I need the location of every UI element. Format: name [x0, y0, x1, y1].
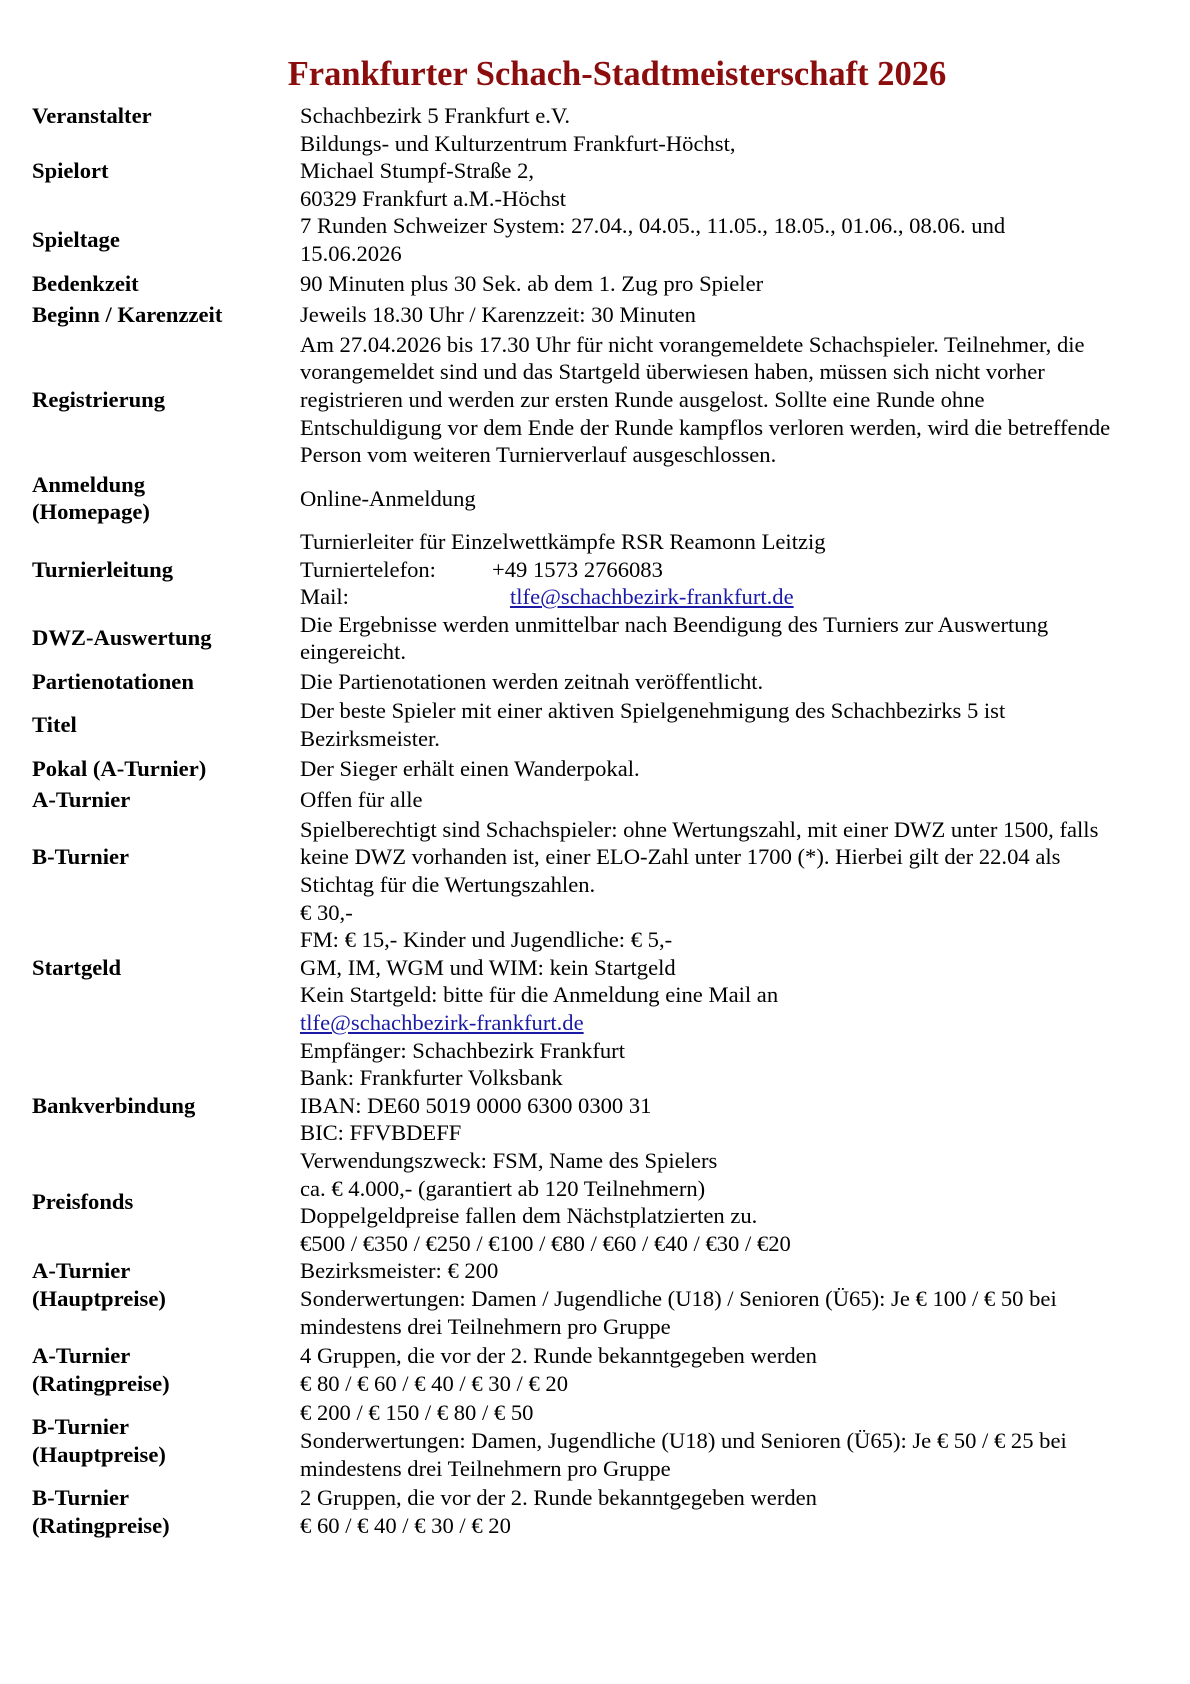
value-line: Verwendungszweck: FSM, Name des Spielers	[300, 1147, 718, 1173]
row-a-turnier-ratingpreise	[32, 1340, 1172, 1399]
value-line: registrieren und werden zur ersten Runde ausgelost. Sollte eine Runde ohne	[300, 386, 985, 412]
row-label: Titel	[32, 712, 77, 738]
row-value	[300, 784, 1172, 816]
value-line: Empfänger: Schachbezirk Frankfurt	[300, 1037, 625, 1063]
row-pokal	[32, 753, 1172, 785]
value-line: Der Sieger erhält einen Wanderpokal.	[300, 755, 640, 781]
phone-value: +49 1573 2766083	[492, 556, 663, 582]
row-label: Bedenkzeit	[32, 270, 139, 296]
row-turnierleitung	[32, 528, 1172, 611]
row-value	[300, 753, 1172, 785]
value-line: Online-Anmeldung	[300, 485, 476, 511]
row-label: Bankverbindung	[32, 1092, 196, 1118]
value-line: Offen für alle	[300, 787, 423, 813]
row-partienotationen	[32, 666, 1172, 698]
value-line: Sonderwertungen: Damen, Jugendliche (U18) und Senioren (Ü65): Je € 50 / € 25 bei	[300, 1427, 1067, 1453]
value-line: mindestens drei Teilnehmern pro Gruppe	[300, 1313, 671, 1339]
mail-line	[300, 583, 1172, 611]
row-a-turnier	[32, 784, 1172, 816]
value-line: €500 / €350 / €250 / €100 / €80 / €60 / €40 / €30 / €20	[300, 1230, 791, 1256]
row-bedenkzeit	[32, 268, 1172, 300]
row-label: B-Turnier	[32, 844, 130, 870]
value-line: GM, IM, WGM und WIM: kein Startgeld	[300, 954, 676, 980]
row-value	[300, 212, 1172, 267]
label-line: B-Turnier	[32, 1414, 130, 1440]
value-line: Jeweils 18.30 Uhr / Karenzzeit: 30 Minuten	[300, 302, 696, 328]
page-title: Frankfurter Schach-Stadtmeisterschaft 2026	[287, 55, 947, 93]
row-label: Startgeld	[32, 954, 122, 980]
row-anmeldung	[32, 469, 1172, 528]
value-line: Sonderwertungen: Damen / Jugendliche (U18) / Senioren (Ü65): Je € 100 / € 50 bei	[300, 1285, 1057, 1311]
row-veranstalter	[32, 102, 1172, 130]
label-line: (Ratingpreise)	[32, 1512, 170, 1538]
value-line: Schachbezirk 5 Frankfurt e.V.	[300, 103, 570, 128]
value-line: IBAN: DE60 5019 0000 6300 0300 31	[300, 1092, 652, 1118]
row-value	[300, 299, 1172, 331]
mail-line	[300, 1009, 1172, 1037]
row-value	[300, 1482, 1172, 1541]
label-line: B-Turnier	[32, 1485, 130, 1511]
value-line: 15.06.2026	[300, 240, 402, 266]
value-line: Entschuldigung vor dem Ende der Runde kampflos verloren werden, wird die betreffende	[300, 414, 1111, 440]
label-line: Anmeldung	[32, 471, 146, 497]
row-label: Turnierleitung	[32, 556, 174, 582]
mail-key: Mail:	[300, 584, 349, 610]
row-startgeld	[32, 899, 1172, 1037]
row-label: A-Turnier	[32, 787, 131, 813]
value-line: Stichtag für die Wertungszahlen.	[300, 872, 596, 898]
value-line: ca. € 4.000,- (garantiert ab 120 Teilnehmern)	[300, 1175, 706, 1201]
row-registrierung	[32, 331, 1172, 469]
row-label	[32, 1399, 300, 1482]
row-label: Registrierung	[32, 386, 166, 412]
row-value	[300, 1340, 1172, 1399]
value-line: Doppelgeldpreise fallen dem Nächstplatzierten zu.	[300, 1203, 758, 1229]
row-value	[300, 666, 1172, 698]
value-line: Kein Startgeld: bitte für die Anmeldung eine Mail an	[300, 982, 779, 1008]
row-dwz-auswertung	[32, 611, 1172, 666]
row-a-turnier-hauptpreise	[32, 1230, 1172, 1340]
row-titel	[32, 697, 1172, 752]
label-line: (Homepage)	[32, 499, 150, 525]
value-line: FM: € 15,- Kinder und Jugendliche: € 5,-	[300, 927, 673, 953]
value-line: eingereicht.	[300, 639, 407, 665]
value-line: BIC: FFVBDEFF	[300, 1120, 462, 1146]
row-value	[300, 528, 1172, 611]
row-b-turnier-ratingpreise	[32, 1482, 1172, 1541]
phone-key: Turniertelefon:	[300, 556, 436, 582]
label-line: (Hauptpreise)	[32, 1285, 166, 1311]
row-label: Spieltage	[32, 227, 120, 253]
label-line: A-Turnier	[32, 1258, 131, 1284]
value-line: € 80 / € 60 / € 40 / € 30 / € 20	[300, 1370, 568, 1396]
value-line: Bezirksmeister: € 200	[300, 1258, 499, 1284]
row-label	[32, 1482, 300, 1541]
value-line: Turnierleiter für Einzelwettkämpfe RSR Reamonn Leitzig	[300, 528, 826, 554]
row-label: Veranstalter	[32, 103, 152, 128]
value-line: vorangemeldet sind und das Startgeld überwiesen haben, müssen sich nicht vorher	[300, 359, 1045, 385]
row-b-turnier-hauptpreise	[32, 1399, 1172, 1482]
label-line: A-Turnier	[32, 1343, 131, 1369]
value-line: Am 27.04.2026 bis 17.30 Uhr für nicht vorangemeldete Schachspieler. Teilnehmer, die	[300, 331, 1085, 357]
row-label: DWZ-Auswertung	[32, 625, 212, 651]
value-line: € 30,-	[300, 899, 353, 925]
row-bankverbindung	[32, 1037, 1172, 1175]
row-label	[32, 1340, 300, 1399]
row-value	[300, 697, 1172, 752]
label-line: (Hauptpreise)	[32, 1441, 166, 1467]
row-value	[300, 1037, 1172, 1175]
document-page	[32, 52, 1172, 1541]
phone-line	[300, 556, 1172, 584]
value-line: € 200 / € 150 / € 80 / € 50	[300, 1400, 534, 1426]
value-line: Die Ergebnisse werden unmittelbar nach Beendigung des Turniers zur Auswertung	[300, 611, 1049, 637]
value-line: 2 Gruppen, die vor der 2. Runde bekanntgegeben werden	[300, 1485, 817, 1511]
row-label: Spielort	[32, 158, 109, 184]
value-line: Bildungs- und Kulturzentrum Frankfurt-Höchst,	[300, 130, 736, 156]
row-value	[300, 899, 1172, 1037]
row-label	[32, 1230, 300, 1340]
row-value	[300, 268, 1172, 300]
row-preisfonds	[32, 1175, 1172, 1230]
row-value	[300, 1399, 1172, 1482]
row-label: Partienotationen	[32, 668, 194, 694]
value-line: keine DWZ vorhanden ist, einer ELO-Zahl unter 1700 (*). Hierbei gilt der 22.04 als	[300, 844, 1061, 870]
row-value	[300, 1175, 1172, 1230]
value-line: Bezirksmeister.	[300, 726, 440, 752]
row-beginn	[32, 299, 1172, 331]
value-line: mindestens drei Teilnehmern pro Gruppe	[300, 1455, 671, 1481]
value-line: 90 Minuten plus 30 Sek. ab dem 1. Zug pro Spieler	[300, 270, 764, 296]
row-value	[300, 130, 1172, 213]
value-line: 60329 Frankfurt a.M.-Höchst	[300, 185, 567, 211]
value-line: Person vom weiteren Turnierverlauf ausgeschlossen.	[300, 442, 777, 468]
email-link[interactable]: tlfe@schachbezirk-frankfurt.de	[510, 584, 794, 610]
info-table	[32, 102, 1172, 1541]
row-label: Beginn / Karenzzeit	[32, 302, 223, 328]
label-line: (Ratingpreise)	[32, 1370, 170, 1396]
value-line: € 60 / € 40 / € 30 / € 20	[300, 1512, 511, 1538]
row-spieltage	[32, 212, 1172, 267]
row-value	[300, 102, 1172, 130]
value-line: Spielberechtigt sind Schachspieler: ohne Wertungszahl, mit einer DWZ unter 1500, falls	[300, 816, 1099, 842]
row-label	[32, 469, 300, 528]
value-line: Michael Stumpf-Straße 2,	[300, 158, 535, 184]
value-line: 4 Gruppen, die vor der 2. Runde bekanntgegeben werden	[300, 1343, 817, 1369]
row-b-turnier	[32, 816, 1172, 899]
value-line: 7 Runden Schweizer System: 27.04., 04.05., 11.05., 18.05., 01.06., 08.06. und	[300, 213, 1006, 239]
row-value	[300, 331, 1172, 469]
value-line: Bank: Frankfurter Volksbank	[300, 1065, 563, 1091]
email-link[interactable]: tlfe@schachbezirk-frankfurt.de	[300, 1010, 584, 1035]
row-value	[300, 469, 1172, 528]
row-label: Preisfonds	[32, 1189, 134, 1215]
row-label: Pokal (A-Turnier)	[32, 755, 207, 781]
row-value	[300, 611, 1172, 666]
row-spielort	[32, 130, 1172, 213]
value-line: Die Partienotationen werden zeitnah veröffentlicht.	[300, 668, 764, 694]
row-value	[300, 1230, 1172, 1340]
row-value	[300, 816, 1172, 899]
value-line: Der beste Spieler mit einer aktiven Spielgenehmigung des Schachbezirks 5 ist	[300, 698, 1006, 724]
